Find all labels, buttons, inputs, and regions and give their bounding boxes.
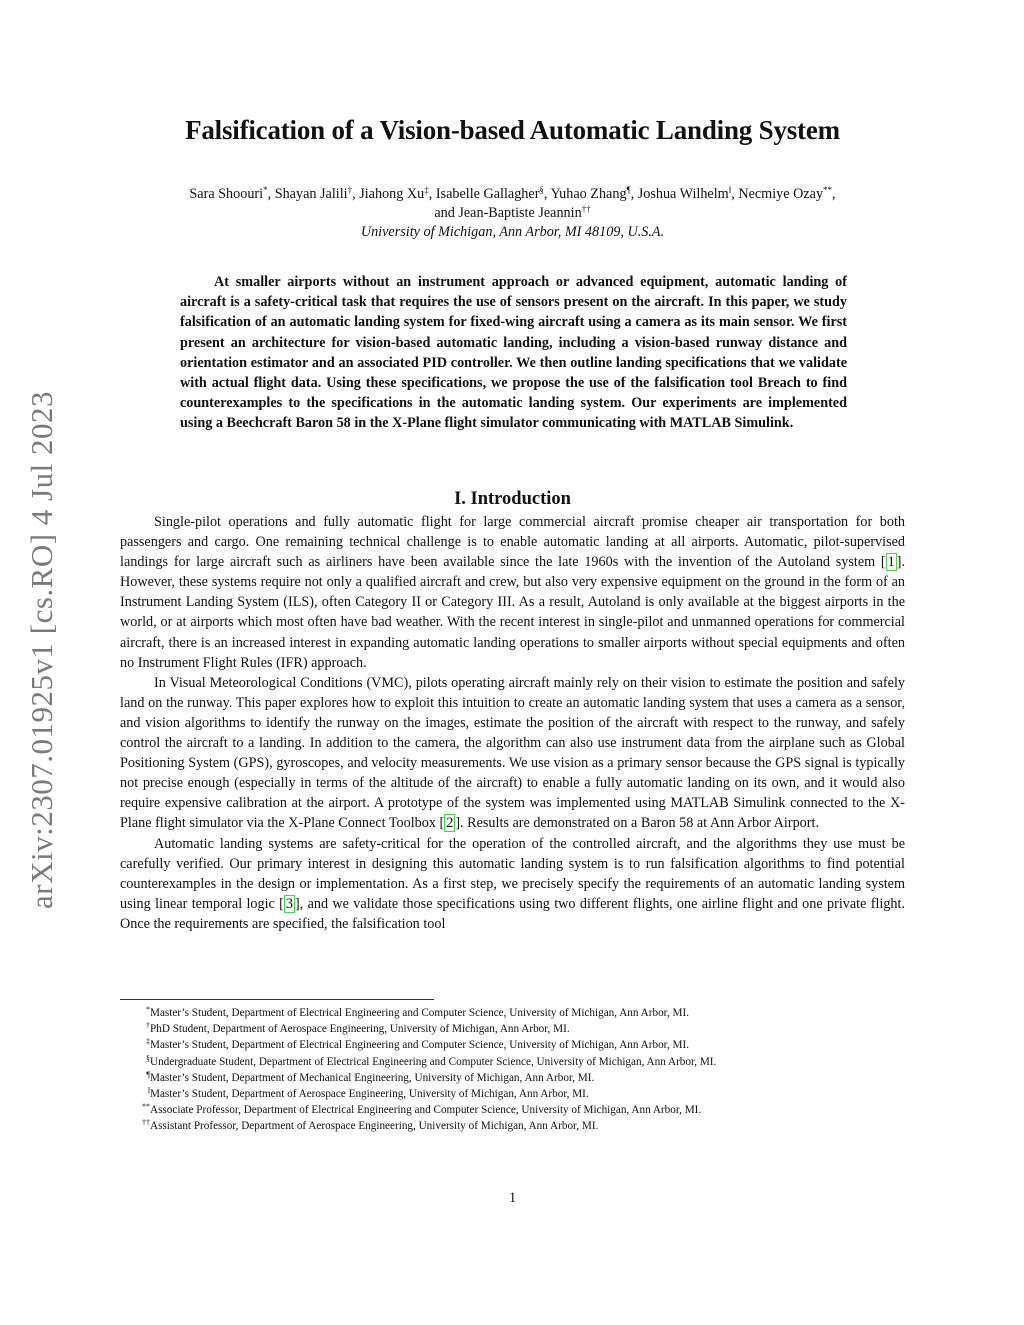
- footnote-text: Master’s Student, Department of Electrical Engineering and Computer Science, University of Michigan, Ann Arbor, MI.: [150, 1007, 690, 1019]
- author-separator: ,: [832, 186, 836, 202]
- footnote-text: Master’s Student, Department of Aerospace Engineering, University of Michigan, Ann Arbor, MI.: [150, 1088, 589, 1101]
- footnote-divider: [120, 999, 434, 1000]
- author-mark: ‖: [728, 185, 732, 195]
- affiliation: University of Michigan, Ann Arbor, MI 48109, U.S.A.: [360, 224, 665, 240]
- footnote-text: Associate Professor, Department of Electrical Engineering and Computer Science, University of Michigan, Ann Arbor, MI.: [150, 1104, 702, 1117]
- footnote-text: Assistant Professor, Department of Aerospace Engineering, University of Michigan, Ann Arbor, MI.: [150, 1120, 599, 1133]
- paragraph-text: ]. Results are demonstrated on a Baron 58 at Ann Arbor Airport.: [455, 815, 819, 832]
- author-name: Necmiye Ozay: [738, 186, 824, 202]
- footnote-mark: ††: [142, 1118, 150, 1128]
- author-name: Sara Shoouri: [189, 186, 264, 202]
- footnote-mark: **: [142, 1102, 150, 1112]
- author-name: Joshua Wilhelm: [637, 186, 729, 202]
- footnote: [120, 1118, 905, 1134]
- footnote-text: PhD Student, Department of Aerospace Engineering, University of Michigan, Ann Arbor, MI.: [150, 1023, 570, 1036]
- footnote-mark: ¶: [146, 1069, 150, 1079]
- paragraph-text: ]. However, these systems require not only a qualified aircraft and crew, but also very expensive equipment on the ground in the form of an Instrument Landing System (ILS), often Category II or Category III. As a result, Autoland is only available at the biggest airports in the world, or at airports which most often have bad weather. With the recent interest in single-pilot and unmanned operations for commercial aircraft, there is an increased interest in expanding automatic landing operations to smaller airports without special equipments and often no Instrument Flight Rules (IFR) approach.: [120, 554, 905, 671]
- arxiv-identifier-stamp: arXiv:2307.01925v1 [cs.RO] 4 Jul 2023: [24, 391, 59, 909]
- author-line-1: [120, 185, 905, 204]
- footnote-mark: †: [146, 1021, 150, 1031]
- footnote-mark: ‡: [146, 1037, 150, 1047]
- footnote: [120, 1086, 905, 1102]
- footnote-mark: *: [146, 1005, 150, 1014]
- footnote-text: Master’s Student, Department of Mechanical Engineering, University of Michigan, Ann Arbor, MI.: [150, 1071, 595, 1084]
- section-heading-introduction: I. Introduction: [454, 489, 571, 509]
- author-name: Jean-Baptiste Jeannin: [458, 205, 582, 221]
- author-line-2: [120, 204, 905, 223]
- footnote: [120, 1037, 905, 1053]
- footnotes: [120, 1005, 905, 1135]
- footnote: [120, 1102, 905, 1118]
- author-mark: ¶: [626, 185, 631, 195]
- author-mark: **: [823, 185, 833, 195]
- abstract: At smaller airports without an instrument approach or advanced equipment, automatic landing of aircraft is a safety-critical task that requires the use of sensors present on the aircraft. In this paper, we study falsification of an automatic landing system for fixed-wing aircraft using a camera as its main sensor. We first present an architecture for vision-based automatic landing, including a vision-based runway distance and orientation estimator and an associated PID controller. We then outline landing specifications that we validate with actual flight data. Using these specifications, we propose the use of the falsification tool Breach to find counterexamples to the specifications in the automatic landing system. Our experiments are implemented using a Beechcraft Baron 58 in the X-Plane flight simulator communicating with MATLAB Simulink.: [180, 274, 847, 432]
- paragraph-text: ], and we validate those specifications using two different flights, one airline flight and one private flight. Once the requirements are specified, the falsification tool: [120, 895, 906, 932]
- footnote-text: Master’s Student, Department of Electrical Engineering and Computer Science, University of Michigan, Ann Arbor, MI.: [150, 1039, 690, 1052]
- citation-link[interactable]: 2: [446, 815, 454, 832]
- paragraph-text: In Visual Meteorological Conditions (VMC), pilots operating aircraft mainly rely on their vision to estimate the position and safely land on the runway. This paper explores how to exploit this intuition to create an automatic landing system that uses a camera as a sensor, and vision algorithms to identify the runway on the images, estimate the position of the aircraft with respect to the runway, and safely control the aircraft to a landing. In addition to the camera, the algorithm can also use instrument data from the airplane such as Global Positioning System (GPS), gyroscopes, and velocity measurements. We use vision as a primary sensor because the GPS signal is typically not precise enough (especially in terms of the altitude of the aircraft) to enable a fully automatic landing on its own, and it would also require expensive calibration at the airport. A prototype of the system was implemented using MATLAB Simulink connected to the X-Plane flight simulator via the X-Plane Connect Toolbox [: [120, 674, 905, 832]
- author-separator: ,: [428, 186, 436, 202]
- footnote-text: Undergraduate Student, Department of Electrical Engineering and Computer Science, University of Michigan, Ann Arbor, MI.: [150, 1055, 717, 1068]
- footnote: [120, 1054, 905, 1070]
- footnote: [120, 1005, 905, 1021]
- paragraph-text: Single-pilot operations and fully automatic flight for large commercial aircraft promise cheaper air transportation for both passengers and cargo. One remaining technical challenge is to enable automatic landing at all airports. Automatic, pilot-supervised landings for large aircraft such as airliners have been available since the late 1960s with the invention of the Autoland system [: [120, 514, 905, 571]
- author-separator: ,: [267, 186, 275, 202]
- author-name: Yuhao Zhang: [550, 186, 627, 202]
- citation-link[interactable]: 1: [887, 554, 895, 571]
- paragraph: [120, 834, 905, 934]
- author-mark: ‡: [424, 185, 429, 195]
- paragraph: [120, 512, 905, 673]
- author-mark: §: [539, 185, 544, 195]
- author-name: Shayan Jalili: [274, 186, 348, 202]
- introduction-body: [120, 512, 905, 934]
- author-separator: ,: [543, 186, 551, 202]
- footnote: [120, 1070, 905, 1086]
- footnote-mark: §: [146, 1053, 150, 1063]
- author-separator: ,: [630, 186, 638, 202]
- author-name: Jiahong Xu: [359, 186, 425, 202]
- paragraph-text: Automatic landing systems are safety-critical for the operation of the controlled aircraft, and the algorithms they use must be carefully verified. Our primary interest in designing this automatic landing system is to run falsification algorithms to find potential counterexamples in the design or implementation. As a first step, we precisely specify the requirements of an automatic landing system using linear temporal logic [: [120, 835, 905, 912]
- footnote-mark: ‖: [147, 1086, 150, 1096]
- author-separator: ,: [352, 186, 360, 202]
- footnote: [120, 1021, 905, 1037]
- citation-link[interactable]: 3: [285, 895, 293, 912]
- author-mark: †: [347, 185, 353, 195]
- author-block: [120, 185, 905, 242]
- paper-title: Falsification of a Vision-based Automatic Landing System: [185, 115, 840, 145]
- author-separator: ,: [731, 186, 739, 202]
- author-mark: ††: [581, 204, 591, 214]
- author-name: Isabelle Gallagher: [435, 186, 540, 202]
- author-conjunction: and: [434, 205, 459, 221]
- author-mark: *: [263, 185, 268, 195]
- paragraph: [120, 673, 905, 834]
- page-number: 1: [508, 1190, 517, 1206]
